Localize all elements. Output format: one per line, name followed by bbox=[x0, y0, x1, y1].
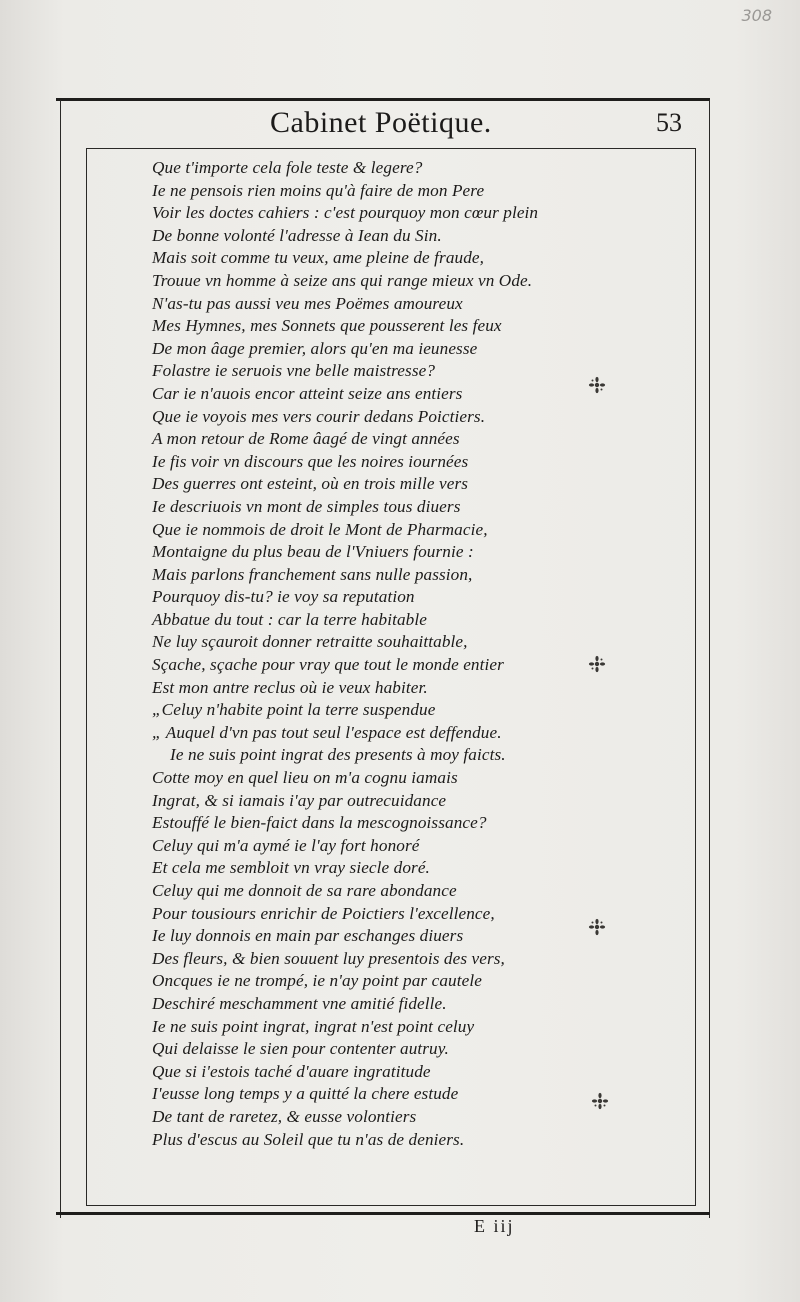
verse-line: Oncques ie ne trompé, ie n'ay point par cautele bbox=[152, 971, 482, 991]
verse-line: Celuy qui me donnoit de sa rare abondance bbox=[152, 881, 457, 900]
verse-line: Pourquoy dis-tu? ie voy sa reputation bbox=[152, 587, 415, 607]
verse-line: Estouffé le bien-faict dans la mescognoissance? bbox=[152, 813, 487, 833]
verse-line: Que t'importe cela fole teste & legere? bbox=[152, 158, 423, 177]
verse-line: Que ie voyois mes vers courir dedans Poictiers. bbox=[152, 406, 486, 426]
fleuron-ornament-icon bbox=[588, 655, 606, 673]
fleuron-ornament-icon bbox=[588, 918, 606, 936]
verse-line: Deschiré meschamment vne amitié fidelle. bbox=[152, 993, 447, 1013]
verse-line: Trouue vn homme à seize ans qui range mieux vn Ode. bbox=[152, 270, 533, 290]
corner-mark: 308 bbox=[741, 6, 772, 25]
verse-line: Des guerres ont esteint, où en trois mille vers bbox=[152, 474, 469, 494]
bottom-rule bbox=[56, 1212, 710, 1215]
verse-line: Mais soit comme tu veux, ame pleine de fraude, bbox=[152, 248, 485, 268]
verse-line: Mes Hymnes, mes Sonnets que pousserent les feux bbox=[152, 316, 502, 336]
verse-line-indented: Ie ne suis point ingrat des presents à moy faicts. bbox=[170, 745, 506, 765]
verse-line: Celuy qui m'a aymé ie l'ay fort honoré bbox=[152, 835, 420, 855]
verse-line: Que ie nommois de droit le Mont de Pharmacie, bbox=[152, 519, 488, 539]
verse-line: Est mon antre reclus où ie veux habiter. bbox=[152, 677, 428, 697]
verse-line: Et cela me sembloit vn vray siecle doré. bbox=[152, 858, 430, 878]
verse-line: Ingrat, & si iamais i'ay par outrecuidance bbox=[152, 790, 447, 810]
verse-line: De mon âage premier, alors qu'en ma ieunesse bbox=[152, 338, 478, 358]
verse-line-quoted: „Celuy n'habite point la terre suspendue bbox=[152, 700, 436, 720]
fleuron-ornament-icon bbox=[591, 1092, 609, 1110]
verse-line: Ie fis voir vn discours que les noires iournées bbox=[152, 451, 469, 471]
fleuron-ornament-icon bbox=[588, 376, 606, 394]
verse-line: Ie ne pensois rien moins qu'à faire de mon Pere bbox=[152, 180, 485, 200]
verse-line: Ie luy donnois en main par eschanges diuers bbox=[152, 926, 464, 946]
verse-line: Ne luy sçauroit donner retraitte souhaittable, bbox=[152, 632, 468, 652]
verse-line: Qui delaisse le sien pour contenter autruy. bbox=[152, 1039, 449, 1059]
verse-line: Que si i'estois taché d'auare ingratitude bbox=[152, 1061, 431, 1081]
verse-line: Folastre ie seruois vne belle maistresse? bbox=[152, 361, 436, 381]
verse-line: I'eusse long temps y a quitté la chere estude bbox=[152, 1084, 459, 1104]
verse-line: N'as-tu pas aussi veu mes Poëmes amoureux bbox=[152, 293, 463, 313]
verse-line: Des fleurs, & bien souuent luy presentois des vers, bbox=[152, 948, 505, 968]
running-title: Cabinet Poëtique. bbox=[270, 106, 492, 139]
verse-line: Pour tousiours enrichir de Poictiers l'excellence, bbox=[152, 903, 495, 923]
verse-line: Plus d'escus au Soleil que tu n'as de deniers. bbox=[152, 1129, 465, 1149]
signature-mark: E iij bbox=[474, 1216, 515, 1236]
verse-line: Ie descriuois vn mont de simples tous diuers bbox=[152, 496, 461, 516]
verse-line: Abbatue du tout : car la terre habitable bbox=[152, 609, 427, 629]
page-number: 53 bbox=[656, 108, 682, 137]
verse-line-quoted: „ Auquel d'vn pas tout seul l'espace est deffendue. bbox=[152, 722, 502, 742]
verse-line: De bonne volonté l'adresse à Iean du Sin. bbox=[152, 225, 442, 245]
verse-line: Mais parlons franchement sans nulle passion, bbox=[152, 564, 473, 584]
verse-line: Car ie n'auois encor atteint seize ans entiers bbox=[152, 383, 463, 403]
verse-line: A mon retour de Rome âagé de vingt années bbox=[152, 429, 460, 449]
verse-line: Sçache, sçache pour vray que tout le monde entier bbox=[152, 655, 504, 675]
verse-line: Montaigne du plus beau de l'Vniuers fournie : bbox=[152, 542, 474, 562]
verse-line: Ie ne suis point ingrat, ingrat n'est point celuy bbox=[152, 1016, 475, 1036]
verse-line: Cotte moy en quel lieu on m'a cognu iamais bbox=[152, 768, 458, 788]
verse-line: Voir les doctes cahiers : c'est pourquoy mon cœur plein bbox=[152, 203, 539, 223]
verse-line: De tant de raretez, & eusse volontiers bbox=[152, 1106, 417, 1126]
